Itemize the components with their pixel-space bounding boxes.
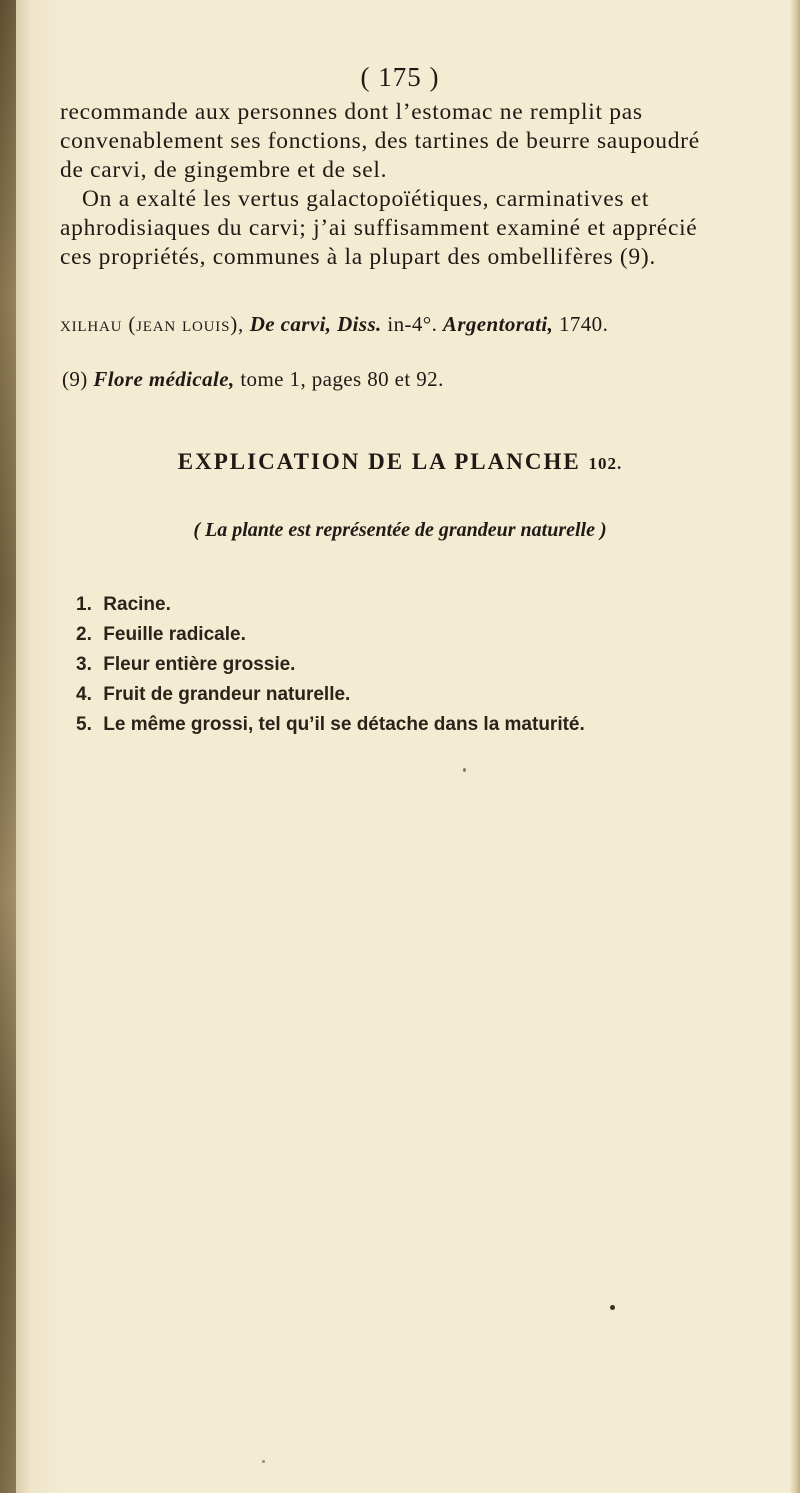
footnote-year: 1740. (558, 312, 609, 336)
body-line: convenablement ses fonctions, des tartines de beurre saupoudré (60, 128, 700, 154)
paper-speck (463, 768, 466, 772)
paper-speck (610, 1305, 615, 1310)
paper-speck (262, 1460, 265, 1463)
footnote-9 (62, 367, 782, 392)
section-heading-text: EXPLICATION DE LA PLANCHE (177, 449, 581, 474)
footnote-author: xilhau (jean louis), (60, 312, 245, 336)
body-line: On a exalté les vertus galactopoïétiques, carminatives et (82, 186, 650, 212)
footnote-place: Argentorati, (442, 312, 554, 336)
list-item: 1. Racine. (76, 594, 171, 615)
book-spine-shadow (0, 0, 16, 1493)
list-item: 4. Fruit de grandeur naturelle. (76, 684, 351, 705)
body-line: ces propriétés, communes à la plupart des ombellifères (9). (60, 244, 656, 270)
section-heading (0, 449, 800, 475)
footnote-title: Flore médicale, (93, 367, 235, 391)
page-edge (790, 0, 800, 1493)
footnote-format: in-4°. (387, 312, 438, 336)
plate-legend-list (76, 590, 756, 740)
body-line: aphrodisiaques du carvi; j’ai suffisamment examiné et apprécié (60, 215, 698, 241)
section-subtitle: ( La plante est représentée de grandeur naturelle ) (193, 519, 607, 541)
footnote-rest: tome 1, pages 80 et 92. (240, 367, 444, 391)
list-item: 2. Feuille radicale. (76, 624, 246, 645)
body-line: recommande aux personnes dont l’estomac ne remplit pas (60, 99, 643, 125)
body-paragraphs (60, 98, 760, 272)
footnote-marker: (9) (62, 367, 88, 391)
plate-number: 102. (588, 454, 623, 473)
body-line: de carvi, de gingembre et de sel. (60, 157, 388, 183)
page-number: ( 175 ) (360, 62, 440, 92)
list-item: 5. Le même grossi, tel qu’il se détache dans la maturité. (76, 714, 585, 735)
footnote-citation (60, 312, 780, 337)
footnote-title: De carvi, Diss. (249, 312, 382, 336)
list-item: 3. Fleur entière grossie. (76, 654, 296, 675)
